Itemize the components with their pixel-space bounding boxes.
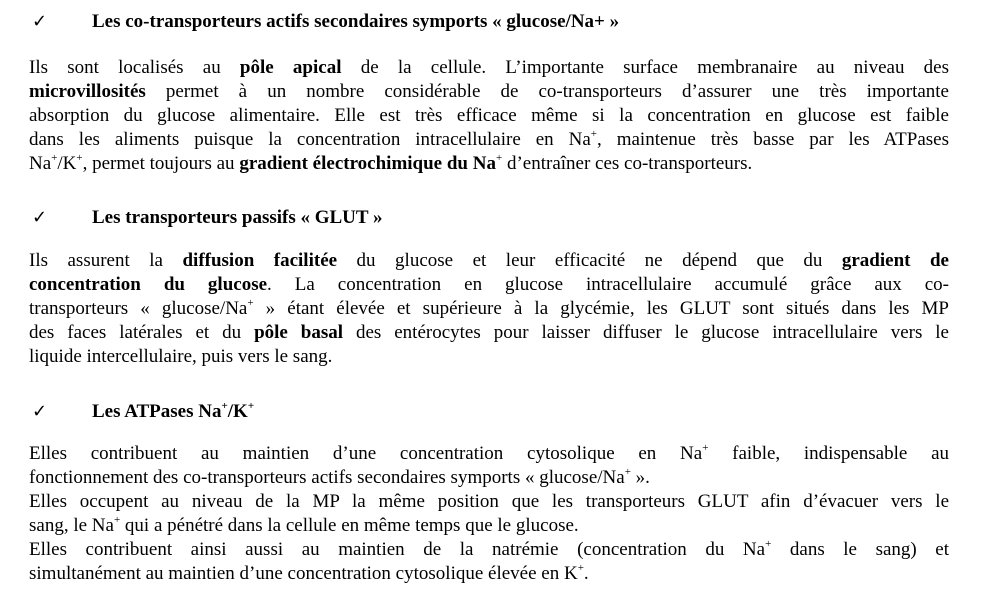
heading-text: Les co-transporteurs actifs secondaires symports « glucose/Na+ » xyxy=(92,11,620,32)
text-line: Ils assurent la diffusion facilitée du glucose et leur efficacité ne dépend que du gradient de xyxy=(29,250,949,271)
text-line: dans les aliments puisque la concentration intracellulaire en Na+, maintenue très basse par les ATPases xyxy=(29,128,949,150)
text-line: transporteurs « glucose/Na+ » étant élevée et supérieure à la glycémie, les GLUT sont situés dans les MP xyxy=(29,297,949,319)
superscript: + xyxy=(702,442,709,454)
checkmark-icon: ✓ xyxy=(32,207,48,228)
bold-term: microvillosités xyxy=(29,81,146,102)
text-line: Elles contribuent au maintien d’une concentration cytosolique en Na+ faible, indispensable au xyxy=(29,442,949,464)
superscript: + xyxy=(247,297,254,309)
text-line: concentration du glucose. La concentration en glucose intracellulaire accumulé grâce aux co- xyxy=(29,274,949,295)
bold-term: gradient électrochimique du Na xyxy=(239,153,496,174)
superscript: + xyxy=(590,128,597,140)
section-heading-glut xyxy=(32,206,382,230)
bold-term: pôle basal xyxy=(254,322,344,343)
superscript: + xyxy=(76,152,83,164)
superscript: + xyxy=(247,400,255,412)
heading-text: Les transporteurs passifs « GLUT » xyxy=(92,207,383,228)
text-line: absorption du glucose alimentaire. Elle est très efficace même si la concentration en glucose est faible xyxy=(29,105,949,126)
text-line: microvillosités permet à un nombre considérable de co-transporteurs d’assurer une très importante xyxy=(29,81,949,102)
bold-term: pôle apical xyxy=(239,57,342,78)
superscript: + xyxy=(577,562,584,574)
superscript: + xyxy=(495,152,503,164)
heading-text: Les ATPases Na+/K+ xyxy=(92,400,255,422)
text-line: fonctionnement des co-transporteurs actifs secondaires symports « glucose/Na+ ». xyxy=(29,466,650,488)
bold-term: gradient de xyxy=(841,250,949,271)
checkmark-icon: ✓ xyxy=(32,401,48,422)
checkmark-icon: ✓ xyxy=(32,11,48,32)
text-line: liquide intercellulaire, puis vers le sang. xyxy=(29,346,333,367)
bold-term: diffusion facilitée xyxy=(182,250,338,271)
paragraph-atpases xyxy=(29,442,949,586)
text-line: Ils sont localisés au pôle apical de la cellule. L’importante surface membranaire au niveau des xyxy=(29,57,949,78)
text-line: Na+/K+, permet toujours au gradient électrochimique du Na+ d’entraîner ces co-transporteurs. xyxy=(29,152,753,174)
superscript: + xyxy=(221,400,228,412)
paragraph-cotransporteurs xyxy=(29,56,949,176)
text-line: des faces latérales et du pôle basal des entérocytes pour laisser diffuser le glucose intracellulaire vers le xyxy=(29,322,949,343)
superscript: + xyxy=(765,538,772,550)
text-line: simultanément au maintien d’une concentration cytosolique élevée en K+. xyxy=(29,562,589,584)
text-line: Elles contribuent ainsi aussi au maintien de la natrémie (concentration du Na+ dans le sang) et xyxy=(29,538,950,560)
text-line: Elles occupent au niveau de la MP la même position que les transporteurs GLUT afin d’évacuer vers le xyxy=(29,491,949,512)
section-heading-cotransporteurs xyxy=(32,10,619,34)
bold-term: concentration du glucose xyxy=(29,274,268,295)
section-heading-atpases xyxy=(32,400,254,424)
superscript: + xyxy=(624,466,631,478)
text-line: sang, le Na+ qui a pénétré dans la cellule en même temps que le glucose. xyxy=(29,514,579,536)
paragraph-glut xyxy=(29,249,949,369)
superscript: + xyxy=(51,152,58,164)
superscript: + xyxy=(113,514,121,526)
